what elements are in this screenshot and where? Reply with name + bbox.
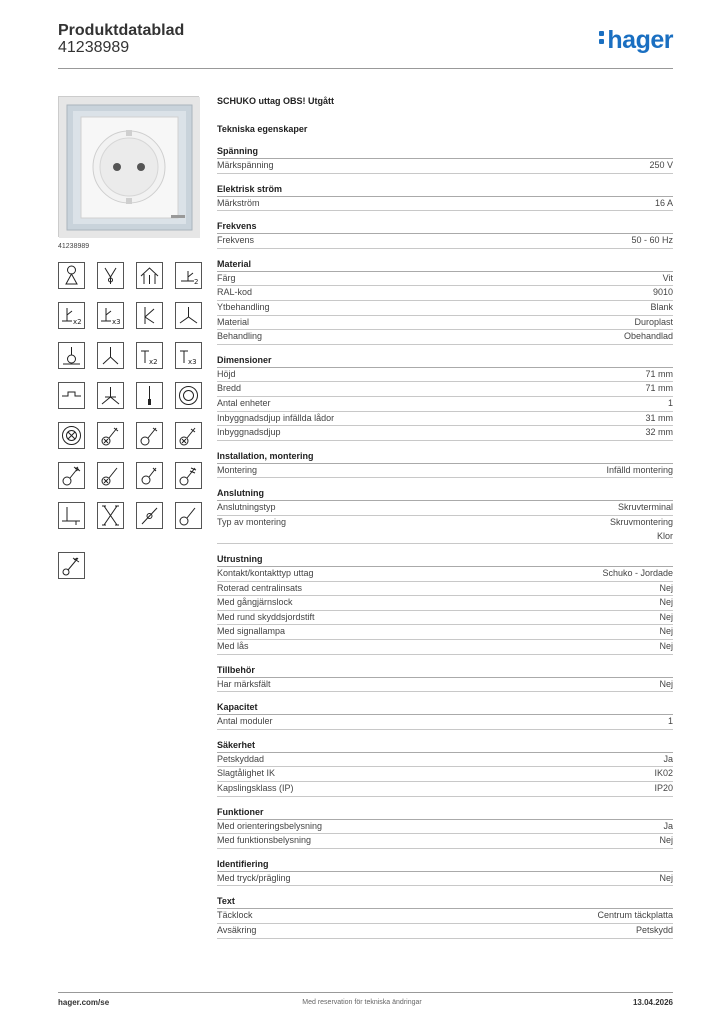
spec-value-text: Nej <box>659 678 673 689</box>
spec-section <box>217 487 673 544</box>
spec-value-text: 9010 <box>652 287 673 298</box>
spec-value-text: 71 mm <box>645 368 673 379</box>
spec-label: Täcklock <box>217 910 253 921</box>
spec-row <box>217 426 673 441</box>
header-divider <box>58 68 673 69</box>
spec-value <box>653 286 673 300</box>
spec-value <box>663 272 673 286</box>
spec-label: Typ av montering <box>217 516 287 527</box>
section-title: Elektrisk ström <box>217 183 673 197</box>
key-switch-last-icon <box>58 552 85 579</box>
spec-value <box>659 678 673 692</box>
spec-label: Antal moduler <box>217 716 273 727</box>
spec-section <box>217 664 673 693</box>
spec-value-text: Blank <box>650 301 673 312</box>
section-title: Material <box>217 258 673 272</box>
spec-row <box>217 501 673 516</box>
tech-heading: Tekniska egenskaper <box>217 124 308 134</box>
spec-value-text: 71 mm <box>645 383 673 394</box>
product-number: 41238989 <box>58 39 130 56</box>
spec-row <box>217 301 673 316</box>
probe-icon <box>136 382 163 409</box>
spec-value <box>649 159 673 173</box>
spec-section <box>217 183 673 212</box>
spec-value-text: Nej <box>659 626 673 637</box>
spec-value-text: Ja <box>663 753 673 764</box>
spec-label: Har märksfält <box>217 678 271 689</box>
spec-row <box>217 464 673 479</box>
key-switch-icon <box>136 422 163 449</box>
spec-label: Inbyggnadsdjup infällda lådor <box>217 412 335 423</box>
svg-text:x3: x3 <box>188 358 197 366</box>
section-title: Spänning <box>217 145 673 159</box>
single-pole-switch-icon <box>97 262 124 289</box>
spec-value <box>650 301 673 315</box>
spec-value-text: 32 mm <box>645 427 673 438</box>
footer-website[interactable]: hager.com/se <box>58 998 110 1007</box>
spec-section <box>217 258 673 345</box>
spec-value <box>659 834 673 848</box>
spec-label: Frekvens <box>217 235 255 246</box>
spec-value <box>659 596 673 610</box>
section-title: Dimensioner <box>217 354 673 368</box>
spec-value-text: Duroplast <box>634 316 673 327</box>
spec-label: Inbyggnadsdjup <box>217 427 281 438</box>
section-title: Text <box>217 895 673 909</box>
spec-value-text: 50 - 60 Hz <box>631 235 673 246</box>
bracket-switch-icon <box>58 502 85 529</box>
spec-content <box>217 96 673 948</box>
spec-row <box>217 782 673 797</box>
fan-switch-icon <box>97 382 124 409</box>
spec-label: Med orienteringsbelysning <box>217 820 323 831</box>
spec-value-text: Obehandlad <box>623 331 673 342</box>
spec-label: Behandling <box>217 331 263 342</box>
spec-section <box>217 895 673 938</box>
spec-value-text: Petskydd <box>635 925 673 935</box>
spec-value <box>624 330 673 344</box>
spec-value <box>602 567 673 581</box>
spec-value <box>659 625 673 639</box>
spec-section <box>217 739 673 797</box>
spec-value-text: 1 <box>667 716 673 727</box>
spec-value-text: Nej <box>659 611 673 622</box>
section-title: Identifiering <box>217 858 673 872</box>
key-switch-double-icon <box>175 462 202 489</box>
spec-sections <box>217 145 673 939</box>
spec-label: RAL-kod <box>217 287 253 298</box>
section-title: Funktioner <box>217 806 673 820</box>
circled-cross-icon <box>58 422 85 449</box>
spec-value-text: Nej <box>659 641 673 652</box>
spec-row <box>217 909 673 924</box>
spec-value <box>636 924 673 938</box>
spec-value-text: Ja <box>663 820 673 831</box>
spec-label: Ytbehandling <box>217 301 270 312</box>
spec-value-text-2: Klor <box>656 530 673 541</box>
spec-row <box>217 582 673 597</box>
key-switch-comb-icon <box>58 462 85 489</box>
spec-value-text: Nej <box>659 582 673 593</box>
spec-label: Montering <box>217 464 258 475</box>
two-way-switch-icon <box>58 302 85 329</box>
slash-switch-icon <box>175 502 202 529</box>
key-switch-plain-icon <box>136 462 163 489</box>
product-description: SCHUKO uttag OBS! Utgått <box>217 96 334 106</box>
svg-text:x2: x2 <box>73 318 82 326</box>
spec-value-text: Vit <box>662 272 673 283</box>
spec-value <box>659 872 673 886</box>
spec-section <box>217 354 673 441</box>
house-switch-icon <box>136 262 163 289</box>
spec-value <box>597 909 673 923</box>
spec-value-text: Nej <box>659 597 673 608</box>
spec-row <box>217 316 673 331</box>
image-caption: 41238989 <box>58 243 90 250</box>
spec-row <box>217 330 673 345</box>
spec-value <box>645 368 673 382</box>
spec-value-text: 31 mm <box>645 412 673 423</box>
diagonal-switch-icon <box>136 502 163 529</box>
spec-row <box>217 286 673 301</box>
spec-value <box>645 382 673 396</box>
spec-row <box>217 368 673 383</box>
spec-label: Med lås <box>217 641 249 652</box>
spec-label: Bredd <box>217 383 242 394</box>
spec-value-text: Nej <box>659 835 673 846</box>
spec-value-text: Schuko - Jordade <box>602 568 673 579</box>
spec-row <box>217 820 673 835</box>
spec-value <box>659 640 673 654</box>
spec-value <box>655 197 673 211</box>
spec-value-text: Infälld montering <box>606 464 673 475</box>
spec-row <box>217 625 673 640</box>
footer-notice: Med reservation för tekniska ändringar <box>302 999 422 1006</box>
svg-text:2: 2 <box>194 278 199 286</box>
spec-label: Slagtålighet IK <box>217 768 276 779</box>
spec-row <box>217 234 673 249</box>
spec-label: Märkspänning <box>217 160 274 170</box>
spec-value <box>645 412 673 426</box>
spec-row <box>217 382 673 397</box>
hager-logo[interactable] <box>599 26 673 55</box>
dimmer-switch-icon <box>58 342 85 369</box>
spec-label: Petskyddad <box>217 753 265 764</box>
person-symbol-icon <box>58 262 85 289</box>
spec-value-text: Skruvterminal <box>617 502 673 513</box>
document-title: Produktdatablad <box>58 22 185 39</box>
spec-row <box>217 678 673 693</box>
spec-label: Med tryck/prägling <box>217 872 291 883</box>
spec-row <box>217 767 673 782</box>
spec-label: Märkström <box>217 197 260 208</box>
spec-row <box>217 197 673 212</box>
spec-value <box>606 464 673 478</box>
spec-section <box>217 220 673 249</box>
spec-label: Roterad centralinsats <box>217 582 303 593</box>
spec-label: Material <box>217 316 250 327</box>
spec-label: Med gångjärnslock <box>217 597 293 608</box>
key-cross-switch-icon <box>97 422 124 449</box>
spec-label: Höjd <box>217 368 236 379</box>
spec-value-text: Nej <box>659 872 673 883</box>
spec-section <box>217 553 673 655</box>
spec-value <box>668 397 673 411</box>
spec-value-text: 16 A <box>654 197 673 208</box>
spec-row <box>217 567 673 582</box>
spec-value-text: Centrum täckplatta <box>597 910 673 921</box>
spec-section <box>217 806 673 849</box>
spec-row <box>217 611 673 626</box>
spec-row <box>217 397 673 412</box>
spec-row <box>217 272 673 287</box>
spec-value <box>631 234 673 248</box>
spec-value-text: IK02 <box>654 768 673 779</box>
logo-colon-icon <box>599 28 605 47</box>
spec-section <box>217 858 673 887</box>
crossed-switch-icon <box>97 502 124 529</box>
spec-value <box>659 582 673 596</box>
spec-value <box>634 316 673 330</box>
section-title: Tillbehör <box>217 664 673 678</box>
spec-label: Färg <box>217 272 236 283</box>
logo-text: hager <box>607 26 673 54</box>
product-image <box>58 96 199 237</box>
push-switch-icon <box>175 302 202 329</box>
section-title: Kapacitet <box>217 701 673 715</box>
spec-row <box>217 924 673 939</box>
concentric-circle-icon <box>175 382 202 409</box>
spec-value-text: 1 <box>667 397 673 408</box>
spec-section <box>217 701 673 730</box>
section-title: Frekvens <box>217 220 673 234</box>
spec-label: Avsäkring <box>217 925 257 935</box>
spec-value-text: IP20 <box>654 783 673 794</box>
section-title: Säkerhet <box>217 739 673 753</box>
svg-text:x3: x3 <box>112 318 121 326</box>
spec-row <box>217 834 673 849</box>
spec-label: Med rund skyddsjordstift <box>217 611 315 622</box>
spec-value-text: Skruvmontering <box>609 516 673 527</box>
footer-date: 13.04.2026 <box>632 998 673 1007</box>
spec-value-text: 250 V <box>649 160 673 170</box>
spec-row <box>217 872 673 887</box>
spec-value <box>654 782 673 796</box>
key-cross-switch-alt-icon <box>175 422 202 449</box>
triple-two-way-icon <box>175 342 202 369</box>
intermediate-switch-icon <box>97 342 124 369</box>
page-header <box>58 22 673 70</box>
schuko-socket-image <box>59 97 200 238</box>
spec-row <box>217 412 673 427</box>
spec-row <box>217 640 673 655</box>
section-title: Anslutning <box>217 487 673 501</box>
spec-label: Med funktionsbelysning <box>217 835 312 846</box>
pull-switch-icon <box>58 382 85 409</box>
key-cross-switch-small-icon <box>97 462 124 489</box>
spec-row <box>217 715 673 730</box>
spec-value <box>668 715 673 729</box>
three-way-switch-icon <box>97 302 124 329</box>
spec-value <box>645 426 673 440</box>
spec-section <box>217 450 673 479</box>
spec-row <box>217 596 673 611</box>
spec-label: Kapslingsklass (IP) <box>217 783 294 794</box>
spec-value <box>663 753 673 767</box>
section-title: Installation, montering <box>217 450 673 464</box>
cross-switch-icon <box>136 302 163 329</box>
spec-value <box>659 611 673 625</box>
footer-divider <box>58 992 673 993</box>
double-switch-icon <box>175 262 202 289</box>
double-two-way-icon <box>136 342 163 369</box>
spec-value <box>610 516 673 543</box>
spec-label: Med signallampa <box>217 626 286 637</box>
spec-value <box>654 767 673 781</box>
section-title: Utrustning <box>217 553 673 567</box>
spec-row <box>217 516 673 544</box>
svg-text:x2: x2 <box>149 358 158 366</box>
spec-label: Anslutningstyp <box>217 502 276 513</box>
spec-row <box>217 159 673 174</box>
spec-label: Kontakt/kontakttyp uttag <box>217 568 314 579</box>
spec-value <box>618 501 673 515</box>
spec-value <box>663 820 673 834</box>
spec-section <box>217 145 673 174</box>
spec-row <box>217 753 673 768</box>
spec-label: Antal enheter <box>217 397 271 408</box>
